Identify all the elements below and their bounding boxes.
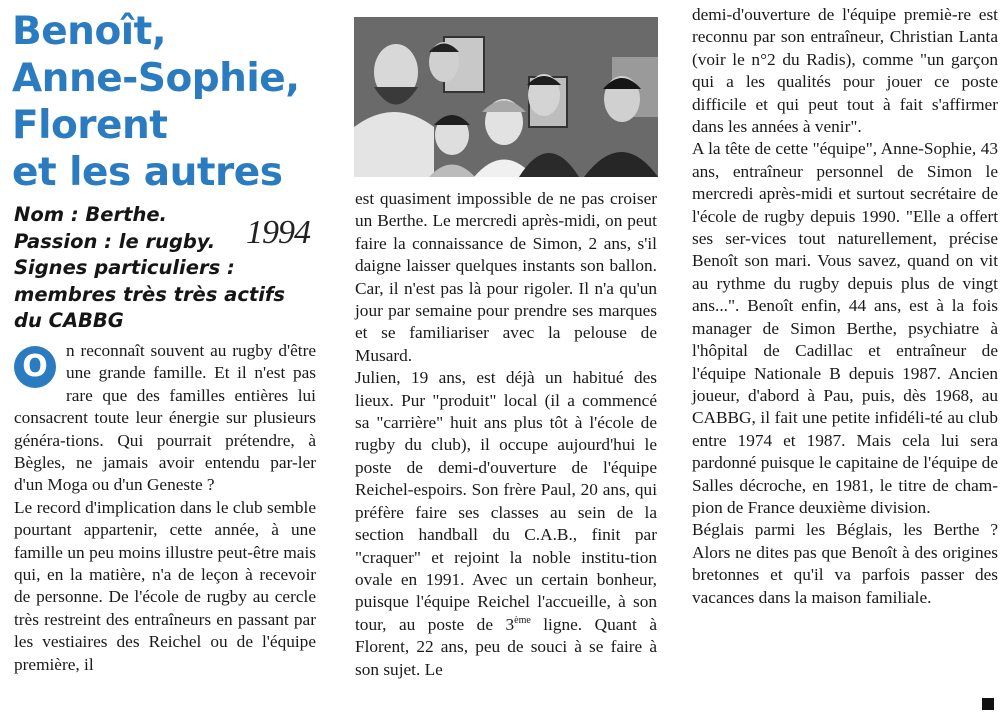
handwritten-year: 1994 — [246, 214, 310, 251]
subtitle-line: Passion : le rugby. — [14, 229, 216, 253]
article-paragraph — [355, 367, 657, 681]
square-end-icon — [982, 698, 994, 710]
title-line: et les autres — [12, 150, 283, 195]
article-paragraph: Le record d'implication dans le club semble pourtant appartenir, cette année, à une famille un peu moins illustre peut-être mais qui, en la matière, n'a de leçon à recevoir de personne. De l'école de rugby au cercle très restreint des entraîneurs en passant par les vestiaires des Reichel ou de l'équipe première, il — [14, 497, 316, 674]
paragraph-text: n reconnaît souvent au rugby d'être une grande famille. Et il n'est pas rare que des familles entières lui consacrent toute leur énergie sur plusieurs généra-tions. Qui pourrait prétendre, à Bègles, ne jamais avoir entendu par-ler d'un Moga ou d'un Geneste ? — [14, 341, 316, 495]
article-paragraph: demi-d'ouverture de l'équipe premiè-re est reconnu par son entraîneur, Christian Lanta (voir le n°2 du Radis), comme "un garçon qui a les qualités pour jouer ce poste difficile et qui peut tout à fait s'affirmer dans les années à venir". — [692, 5, 998, 137]
article-paragraph: est quasiment impossible de ne pas croiser un Berthe. Le mercredi après-midi, on peut faire la connaissance de Simon, 2 ans, s'il daigne laisser quelques instants son ballon. Car, il n'est pas là pour rigoler. Il n'a qu'un jour par semaine pour prendre ses marques et se familiariser avec la pelouse de Musard. — [355, 189, 657, 365]
article-paragraph: A la tête de cette "équipe", Anne-Sophie, 43 ans, entraîneur personnel de Simon le mercredi après-midi et surtout secrétaire de l'école de rugby depuis 1990. "Elle a offert ses ser-vices tout naturellement, précise Benoît son mari. Vous savez, quand on vit au rythme du rugby depuis plus de vingt ans...". Benoît enfin, 44 ans, est à la fois manager de Simon Berthe, psychiatre à l'hôpital de Cadillac et entraîneur de l'équipe Nationale B depuis 1987. Ancien joueur, d'abord à Pau, puis, dès 1968, au CABBG, il fait une petite infidéli-té au club entre 1974 et 1987. Mais cela lui sera pardonné puisque le capitaine de l'équipe de Salles décroche, en 1981, le titre de cham-pion de France deuxième division. — [692, 139, 998, 517]
article-column-2 — [355, 188, 657, 681]
superscript: ème — [514, 614, 531, 626]
title-line: Florent — [12, 103, 168, 148]
subtitle-line: Signes particuliers : — [14, 256, 235, 279]
article-column-1 — [14, 340, 316, 676]
article-title — [12, 8, 342, 196]
family-photo — [354, 17, 658, 177]
subtitle-line: Nom : Berthe. — [14, 203, 167, 226]
article-paragraph — [14, 340, 316, 497]
subtitle-line: du CABBG — [14, 309, 124, 332]
article-column-3 — [692, 4, 998, 609]
title-line: Anne-Sophie, — [12, 56, 300, 101]
drop-cap: O — [14, 346, 56, 388]
title-line: Benoît, — [12, 9, 167, 54]
paragraph-text: Julien, 19 ans, est déjà un habitué des lieux. Pur "produit" local (il a commencé sa "carrière" huit ans plus tôt à l'école de rugby du club), il occupe aujourd'hui le poste de demi-d'ouverture de l'équipe Reichel-espoirs. Son frère Paul, 20 ans, qui préfère faire ses classes au sein de la section handball du C.A.B., finit par "craquer" et rejoint la noble institu-tion ovale en 1991. Avec un certain bonheur, puisque l'équipe Reichel l'accueille, à son tour, au poste de 3 — [355, 368, 657, 634]
photo-illustration — [354, 17, 658, 177]
paragraph-text: ligne. Quant à Florent, 22 ans, peu de souci à se faire à son sujet. Le — [355, 614, 657, 679]
article-paragraph: Béglais parmi les Béglais, les Berthe ? Alors ne dites pas que Benoît à des origines bretonnes et qu'il va parfois passer des vacances dans la maison familiale. — [692, 520, 998, 607]
subtitle-line: membres très très actifs — [14, 282, 285, 306]
